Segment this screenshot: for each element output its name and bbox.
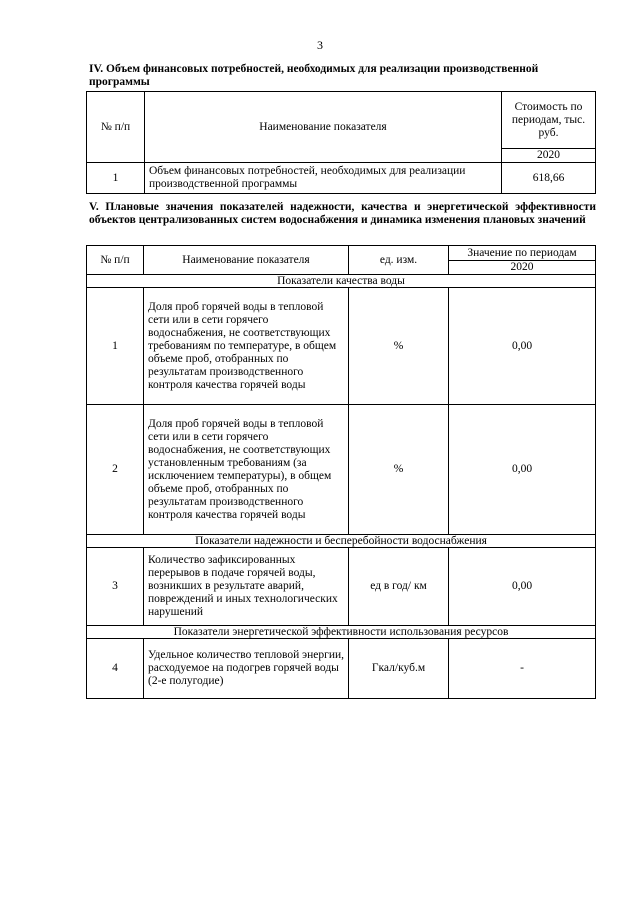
col-header-number: № п/п — [87, 92, 145, 163]
row-number: 4 — [87, 639, 144, 699]
table-row — [87, 405, 596, 535]
row-name: Объем финансовых потребностей, необходимых для реализации производственной программы — [145, 163, 502, 194]
group-title: Показатели качества воды — [87, 275, 596, 288]
group-title: Показатели надежности и бесперебойности водоснабжения — [87, 535, 596, 548]
row-value: 0,00 — [449, 548, 596, 626]
col-header-name: Наименование показателя — [145, 92, 502, 163]
indicators-table — [86, 245, 596, 699]
col-header-name: Наименование показателя — [144, 246, 349, 275]
row-name: Удельное количество тепловой энергии, расходуемое на подогрев горячей воды (2-е полугодие) — [144, 639, 349, 699]
table-row — [87, 163, 596, 194]
row-value: 0,00 — [449, 288, 596, 405]
col-header-number: № п/п — [87, 246, 144, 275]
financial-needs-table — [86, 91, 596, 194]
group-row-energy — [87, 626, 596, 639]
group-row-reliability — [87, 535, 596, 548]
page-number: 3 — [317, 38, 323, 52]
row-name: Доля проб горячей воды в тепловой сети или в сети горячего водоснабжения, не соответствующих требованиям по температуре, в общем объеме проб, отобранных по результатам производственного контроля качества горячей воды — [144, 288, 349, 405]
row-number: 1 — [87, 163, 145, 194]
row-unit: % — [349, 288, 449, 405]
table-row — [87, 288, 596, 405]
col-header-year: 2020 — [502, 149, 596, 163]
col-header-cost: Стоимость по периодам, тыс. руб. — [502, 92, 596, 149]
table-row — [87, 548, 596, 626]
row-unit: Гкал/куб.м — [349, 639, 449, 699]
group-title: Показатели энергетической эффективности использования ресурсов — [87, 626, 596, 639]
col-header-unit: ед. изм. — [349, 246, 449, 275]
row-value: - — [449, 639, 596, 699]
group-row-quality — [87, 275, 596, 288]
row-name: Количество зафиксированных перерывов в подаче горячей воды, возникших в результате аварий, повреждений и иных технологических нарушений — [144, 548, 349, 626]
row-value: 0,00 — [449, 405, 596, 535]
row-number: 2 — [87, 405, 144, 535]
row-unit: ед в год/ км — [349, 548, 449, 626]
row-number: 1 — [87, 288, 144, 405]
col-header-periods: Значение по периодам — [449, 246, 596, 261]
row-number: 3 — [87, 548, 144, 626]
section-5-heading: V. Плановые значения показателей надежности, качества и энергетической эффективности объектов централизованных систем водоснабжения и динамика изменения плановых значений — [89, 201, 596, 226]
row-value: 618,66 — [502, 163, 596, 194]
row-name: Доля проб горячей воды в тепловой сети или в сети горячего водоснабжения, не соответствующих установленным требованиям (за исключением температуры), в общем объеме проб, отобранных по результатам производственного контроля качества горячей воды — [144, 405, 349, 535]
col-header-year: 2020 — [449, 261, 596, 275]
table-row — [87, 639, 596, 699]
section-4-heading: IV. Объем финансовых потребностей, необходимых для реализации производственной программы — [89, 63, 539, 88]
row-unit: % — [349, 405, 449, 535]
